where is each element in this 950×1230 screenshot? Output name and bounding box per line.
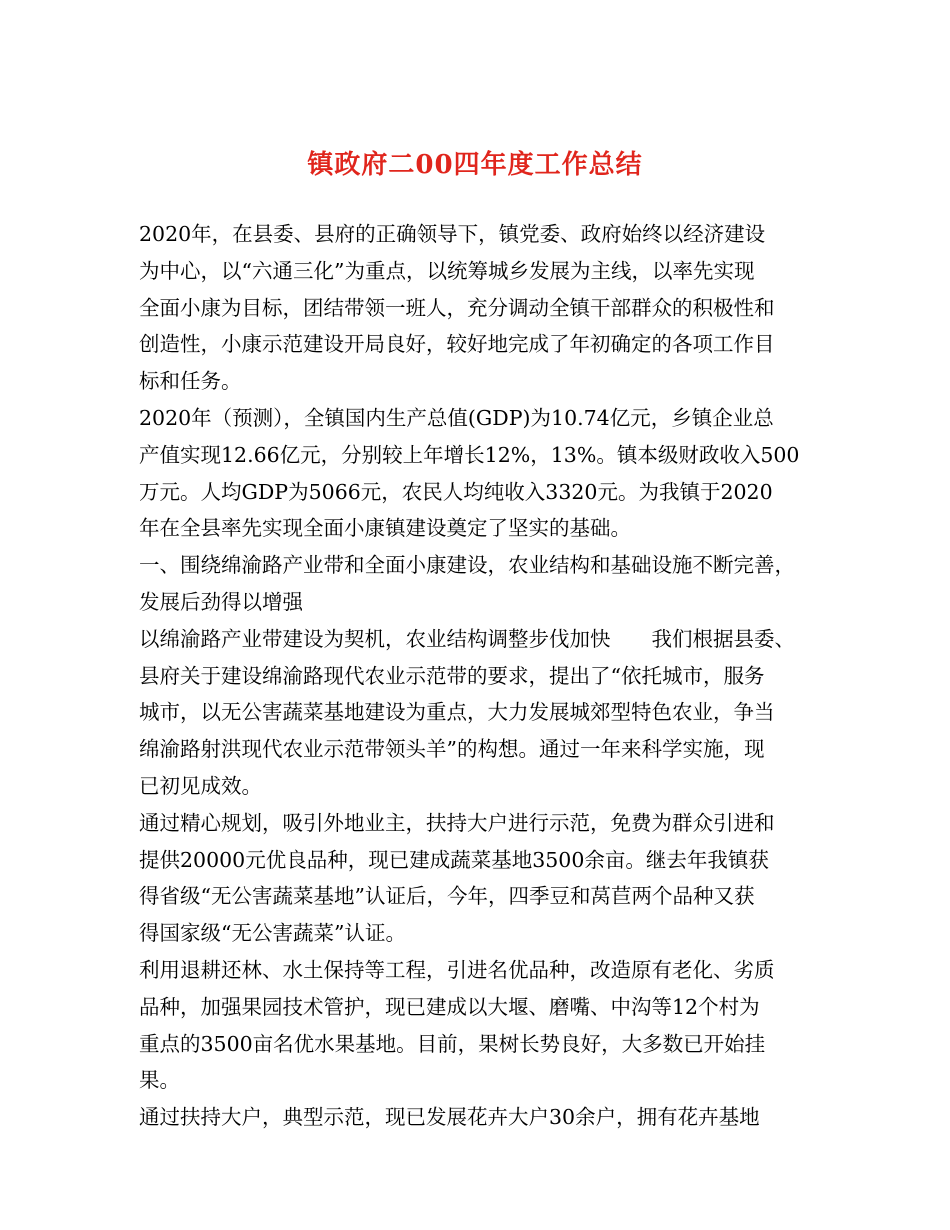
text-line: 通过扶持大户，典型示范，现已发展花卉大户30余户，拥有花卉基地: [139, 1105, 760, 1130]
text-line: 创造性，小康示范建设开局良好，较好地完成了年初确定的各项工作目: [139, 332, 775, 357]
text-line: 为中心，以“六通三化”为重点，以统筹城乡发展为主线，以率先实现: [139, 258, 755, 283]
text-line: 利用退耕还林、水土保持等工程，引进名优品种，改造原有老化、劣质: [139, 957, 775, 982]
text-line: 品种，加强果园技术管护，现已建成以大堰、磨嘴、中沟等12个村为: [139, 994, 760, 1019]
text-line: 万元。人均GDP为5066元，农民人均纯收入3320元。为我镇于2020: [139, 479, 773, 504]
text-line: 城市，以无公害蔬菜基地建设为重点，大力发展城郊型特色农业，争当: [139, 700, 775, 725]
document-title: 镇政府二00四年度工作总结: [307, 150, 643, 181]
text-line: 2020年，在县委、县府的正确领导下，镇党委、政府始终以经济建设: [139, 222, 766, 246]
text-line: 已初见成效。: [139, 773, 262, 798]
text-line: 绵渝路射洪现代农业示范带领头羊”的构想。通过一年来科学实施，现: [139, 737, 765, 762]
text-line: 产值实现12.66亿元，分别较上年增长12%，13%。镇本级财政收入500: [139, 442, 800, 467]
section-heading-line: 发展后劲得以增强: [139, 589, 303, 614]
text-line: 得省级“无公害蔬菜基地”认证后，今年，四季豆和莴苣两个品种又获: [139, 884, 755, 909]
text-line: 重点的3500亩名优水果基地。目前，果树长势良好，大多数已开始挂: [139, 1031, 766, 1056]
text-line: 以绵渝路产业带建设为契机，农业结构调整步伐加快 我们根据县委、: [139, 626, 795, 651]
text-line: 全面小康为目标，团结带领一班人，充分调动全镇干部群众的积极性和: [139, 295, 775, 320]
text-line: 得国家级“无公害蔬菜”认证。: [139, 921, 406, 946]
text-line: 通过精心规划，吸引外地业主，扶持大户进行示范，免费为群众引进和: [139, 810, 775, 835]
text-line: 2020年（预测），全镇国内生产总值(GDP)为10.74亿元，乡镇企业总: [139, 405, 774, 430]
section-heading-line: 一、围绕绵渝路产业带和全面小康建设，农业结构和基础设施不断完善，: [139, 553, 795, 578]
text-line: 提供20000元优良品种，现已建成蔬菜基地3500余亩。继去年我镇获: [139, 847, 769, 872]
document-body: [139, 216, 829, 1136]
text-line: 年在全县率先实现全面小康镇建设奠定了坚实的基础。: [139, 516, 631, 541]
text-line: 县府关于建设绵渝路现代农业示范带的要求，提出了“依托城市，服务: [139, 663, 765, 688]
text-line: 标和任务。: [139, 369, 242, 394]
text-line: 果。: [139, 1068, 180, 1093]
